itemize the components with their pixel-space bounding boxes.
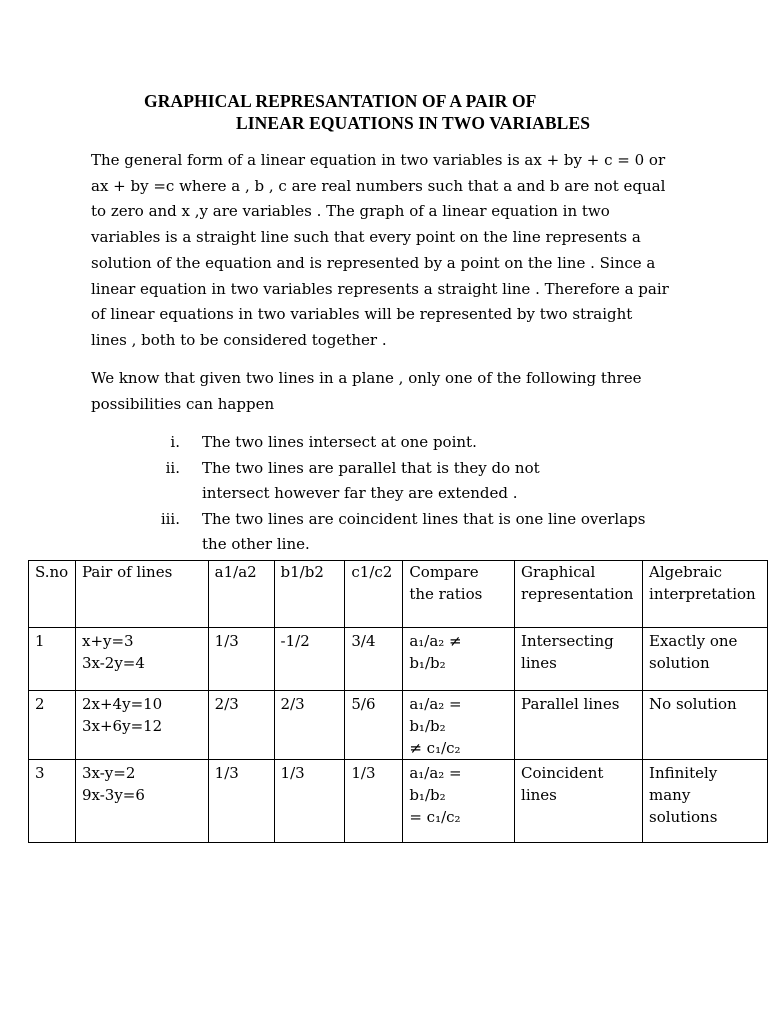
table-cell-graphical-representation [515,628,643,691]
cell-line: many [649,786,691,804]
cell-line: 5/6 [351,695,376,713]
list-number: iii. [160,509,180,528]
list-text [202,430,477,456]
cell-line: 2/3 [280,695,305,713]
cell-line: 9x-3y=6 [81,786,145,804]
cell-line: Coincident [521,764,604,782]
cell-line: 1/3 [280,764,305,782]
table-row [29,691,768,760]
table-cell-pair-of-lines [75,561,208,628]
table-cell-b1-b2 [274,628,345,691]
table-cell-compare-ratios [403,760,515,843]
cell-line: S.no [35,563,69,581]
paragraph-line: solution of the equation and is represented by a point on the line . Since a [91,253,656,272]
table-cell-sno [29,561,76,628]
cell-line: 1/3 [214,632,239,650]
document-title-line-2: LINEAR EQUATIONS IN TWO VARIABLES [236,113,591,133]
cell-line: b₁/b₂ [409,786,446,804]
cell-line: 3x+6y=12 [81,717,163,735]
cell-line: b1/b2 [280,563,324,581]
cell-line: Infinitely [649,764,718,782]
cell-line: 1 [35,632,45,650]
table-cell-sno [29,628,76,691]
cell-line: lines [521,786,557,804]
table-cell-pair-of-lines [75,760,208,843]
list-item [150,430,670,456]
cell-line: 3x-2y=4 [81,654,145,672]
list-number: ii. [165,458,180,477]
cell-line: interpretation [649,585,756,603]
table-header-row [29,561,768,628]
table-cell-b1-b2 [274,691,345,760]
cell-line: Pair of lines [81,563,173,581]
possibilities-paragraph [91,366,681,417]
list-number: i. [170,433,180,451]
cell-line: = c₁/c₂ [409,808,461,826]
cell-line: a₁/a₂ = [409,764,462,782]
table-cell-c1-c2 [345,628,403,691]
table-cell-c1-c2 [345,760,403,843]
cell-line: the ratios [409,585,483,603]
paragraph-line: The general form of a linear equation in two variables is ax + by + c = 0 or [91,151,666,169]
paragraph-line: variables is a straight line such that every point on the line represents a [91,228,641,247]
table-cell-graphical-representation [515,561,643,628]
list-item [150,507,670,558]
cell-line: 3/4 [351,632,376,650]
table-cell-c1-c2 [345,561,403,628]
list-text [202,507,645,558]
cell-line: representation [521,585,634,603]
cell-line: x+y=3 [81,632,134,650]
cell-line: Graphical [521,563,596,581]
cell-line: c1/c2 [351,563,393,581]
table-cell-compare-ratios [403,561,515,628]
cell-line: b₁/b₂ [409,654,446,672]
cell-line: 2/3 [214,695,239,713]
table-cell-c1-c2 [345,691,403,760]
paragraph-line: We know that given two lines in a plane , only one of the following three [91,369,642,387]
intro-paragraph [91,148,681,354]
cell-line: 3x-y=2 [81,764,136,782]
table-row [29,760,768,843]
table-cell-graphical-representation [515,691,643,760]
cell-line: a₁/a₂ ≠ [409,632,462,650]
cell-line: Algebraic [649,563,723,581]
table-row [29,628,768,691]
cell-line: a₁/a₂ = [409,695,462,713]
table-cell-graphical-representation [515,760,643,843]
table-cell-algebraic-interpretation [643,628,768,691]
list-item [150,456,670,507]
cell-line: No solution [649,695,737,713]
paragraph-line: lines , both to be considered together . [91,330,387,349]
cell-line: 1/3 [351,764,376,782]
cell-line: a1/a2 [214,563,257,581]
table-cell-a1-a2 [208,561,274,628]
cell-line: ≠ c₁/c₂ [409,739,461,757]
comparison-table [28,560,768,843]
cell-line: solutions [649,808,718,826]
table-cell-compare-ratios [403,628,515,691]
cell-line: Intersecting [521,632,614,650]
cell-line: Compare [409,563,479,581]
list-text-line: The two lines intersect at one point. [202,433,477,451]
cell-line: 3 [35,764,45,782]
table-body [29,561,768,843]
table-cell-a1-a2 [208,760,274,843]
cell-line: -1/2 [280,632,310,650]
cell-line: b₁/b₂ [409,717,446,735]
paragraph-line: linear equation in two variables represents a straight line . Therefore a pair [91,279,669,298]
table-cell-algebraic-interpretation [643,760,768,843]
list-text-line: The two lines are parallel that is they do not [202,458,540,477]
list-text-line: The two lines are coincident lines that is one line overlaps [202,509,646,528]
table-cell-a1-a2 [208,691,274,760]
table-cell-sno [29,760,76,843]
cell-line: Parallel lines [521,695,620,713]
table-cell-pair-of-lines [75,691,208,760]
paragraph-line: of linear equations in two variables will be represented by two straight [91,305,633,324]
table-cell-b1-b2 [274,561,345,628]
list-text [202,456,540,507]
paragraph-line: to zero and x ,y are variables . The graph of a linear equation in two [91,202,610,221]
table-cell-algebraic-interpretation [643,561,768,628]
table-cell-compare-ratios [403,691,515,760]
table-cell-sno [29,691,76,760]
cell-line: lines [521,654,557,672]
document-title-line-1: GRAPHICAL REPRESANTATION OF A PAIR OF [144,91,537,111]
cell-line: solution [649,654,710,672]
table-cell-b1-b2 [274,760,345,843]
possibilities-list [150,430,670,558]
list-text-line: the other line. [202,535,310,554]
cell-line: 2 [35,695,45,713]
cell-line: 2x+4y=10 [81,695,163,713]
table-cell-pair-of-lines [75,628,208,691]
list-text-line: intersect however far they are extended . [202,484,518,503]
cell-line: 1/3 [214,764,239,782]
paragraph-line: ax + by =c where a , b , c are real numbers such that a and b are not equal [91,176,666,195]
cell-line: Exactly one [649,632,738,650]
table-cell-a1-a2 [208,628,274,691]
paragraph-line: possibilities can happen [91,394,275,413]
table-cell-algebraic-interpretation [643,691,768,760]
